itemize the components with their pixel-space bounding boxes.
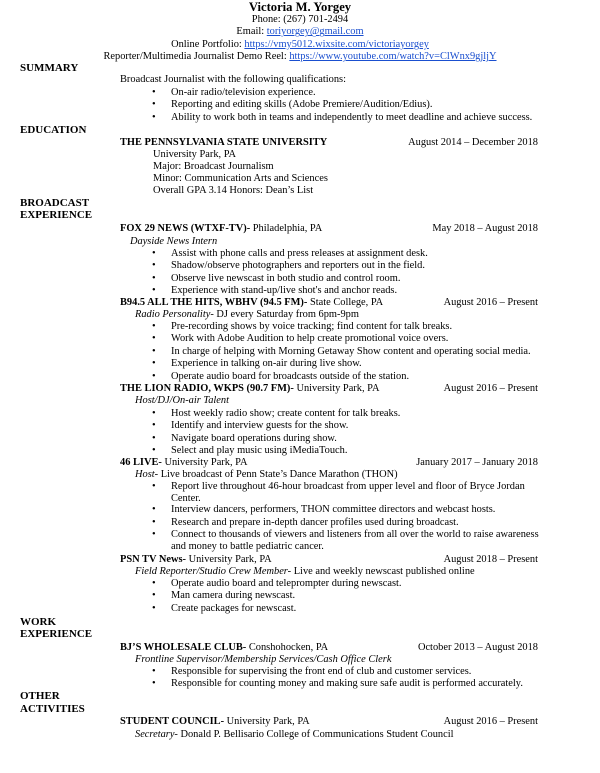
job-role: Host/DJ/On-air Talent bbox=[135, 395, 230, 406]
job-dates: August 2016 – Present bbox=[443, 716, 538, 727]
list-item: • Connect to thousands of viewers and listeners from all over the world to raise awareness and money to battle pediatric cancer. bbox=[0, 529, 600, 552]
job-role: Field Reporter/Studio Crew Member- bbox=[135, 566, 292, 577]
job-role-detail: DJ every Saturday from 6pm-9pm bbox=[213, 309, 359, 320]
email-label: Email: bbox=[236, 26, 267, 38]
job-role-row bbox=[0, 654, 600, 667]
education-major: Major: Broadcast Journalism bbox=[153, 161, 274, 172]
portfolio-label: Online Portfolio: bbox=[171, 38, 245, 50]
job-location: State College, PA bbox=[307, 297, 384, 308]
job-dates: August 2018 – Present bbox=[443, 554, 538, 565]
work-heading-line2: EXPERIENCE bbox=[20, 628, 93, 640]
email-link[interactable]: toriyorgey@gmail.com bbox=[266, 26, 364, 38]
broadcast-heading-line1: BROADCAST bbox=[20, 197, 90, 209]
job-role-group bbox=[135, 729, 454, 742]
list-item: • Experience in talking on-air during live show. bbox=[0, 358, 600, 370]
job-duties bbox=[0, 408, 600, 458]
job-title-group bbox=[120, 223, 322, 236]
reel-label: Reporter/Multimedia Journalist Demo Reel: bbox=[103, 51, 290, 63]
job-dates: October 2013 – August 2018 bbox=[417, 642, 538, 653]
list-item: • Responsible for counting money and making sure safe audit is performed accurately. bbox=[0, 678, 600, 690]
job-role-row bbox=[0, 729, 600, 742]
job-role-group bbox=[135, 469, 398, 482]
education-school-row bbox=[0, 137, 600, 150]
education-heading: EDUCATION bbox=[20, 124, 87, 136]
list-item: • Operate audio board and teleprompter during newscast. bbox=[0, 578, 600, 590]
list-item: • Observe live newscast in both studio and control room. bbox=[0, 273, 600, 285]
school-name: THE PENNSYLVANIA STATE UNIVERSITY bbox=[120, 137, 328, 148]
job-role-row bbox=[0, 236, 600, 249]
job-org: BJ’S WHOLESALE CLUB- bbox=[120, 642, 247, 653]
job-role-detail: Live broadcast of Penn State’s Dance Marathon (THON) bbox=[158, 469, 398, 480]
job-duties bbox=[0, 248, 600, 298]
job-title-group bbox=[120, 457, 248, 470]
job-title-group bbox=[120, 716, 310, 729]
job-header bbox=[0, 297, 600, 310]
job-role: Frontline Supervisor/Membership Services/Cash Office Clerk bbox=[135, 654, 392, 665]
list-item: • Pre-recording shows by voice tracking; find content for talk breaks. bbox=[0, 321, 600, 333]
job-role: Dayside News Intern bbox=[130, 236, 218, 247]
job-role-detail: Donald P. Bellisario College of Communications Student Council bbox=[177, 729, 454, 740]
list-item: • Create packages for newscast. bbox=[0, 603, 600, 615]
broadcast-heading-line2: EXPERIENCE bbox=[20, 209, 93, 221]
job-title-group bbox=[120, 297, 383, 310]
job-org: B94.5 ALL THE HITS, WBHV (94.5 FM)- bbox=[120, 297, 308, 308]
job-title-group bbox=[120, 554, 272, 567]
job-org: STUDENT COUNCIL- bbox=[120, 716, 225, 727]
job-org: FOX 29 NEWS (WTXF-TV)- bbox=[120, 223, 251, 234]
email-line bbox=[0, 26, 600, 38]
job-header bbox=[0, 383, 600, 396]
list-item: • Man camera during newscast. bbox=[0, 590, 600, 602]
job-dates: August 2016 – Present bbox=[443, 383, 538, 394]
other-heading-line1: OTHER bbox=[20, 690, 60, 702]
education-location: University Park, PA bbox=[153, 149, 237, 160]
education-line-row bbox=[0, 185, 600, 198]
job-duties bbox=[0, 578, 600, 615]
job-duties bbox=[0, 666, 600, 691]
list-item: • Operate audio board for broadcasts outside of the station. bbox=[0, 371, 600, 383]
job-location: University Park, PA bbox=[224, 716, 310, 727]
job-dates: August 2016 – Present bbox=[443, 297, 538, 308]
job-role-group bbox=[135, 654, 391, 667]
list-item: • Assist with phone calls and press releases at assignment desk. bbox=[0, 248, 600, 260]
education-dates: August 2014 – December 2018 bbox=[408, 137, 538, 148]
job-dates: May 2018 – August 2018 bbox=[432, 223, 538, 234]
job-role-group bbox=[135, 566, 475, 579]
list-item: • Identify and interview guests for the show. bbox=[0, 420, 600, 432]
job-role: Host- bbox=[135, 469, 159, 480]
summary-list bbox=[0, 87, 600, 124]
job-role-row bbox=[0, 309, 600, 322]
education-gpa: Overall GPA 3.14 Honors: Dean’s List bbox=[153, 185, 314, 196]
job-role-detail: Live and weekly newscast published online bbox=[291, 566, 475, 577]
job-org: THE LION RADIO, WKPS (90.7 FM)- bbox=[120, 383, 294, 394]
job-role-group bbox=[135, 309, 359, 322]
education-line-row bbox=[0, 149, 600, 162]
education-line-row bbox=[0, 173, 600, 186]
job-title-group bbox=[120, 383, 380, 396]
job-header bbox=[0, 554, 600, 567]
job-org: 46 LIVE- bbox=[120, 457, 162, 468]
portfolio-link[interactable]: https://vmy5012.wixsite.com/victoriayorgey bbox=[244, 38, 429, 50]
job-dates: January 2017 – January 2018 bbox=[416, 457, 538, 468]
job-duties bbox=[0, 481, 600, 552]
list-item: • Report live throughout 46-hour broadcast from upper level and floor of Bryce Jordan Center. bbox=[0, 481, 600, 504]
job-role: Secretary- bbox=[135, 729, 178, 740]
list-item: • Host weekly radio show; create content for talk breaks. bbox=[0, 408, 600, 420]
list-item: • Interview dancers, performers, THON committee directors and webcast hosts. bbox=[0, 504, 600, 516]
job-role-row bbox=[0, 469, 600, 482]
list-item: • Ability to work both in teams and independently to meet deadline and achieve success. bbox=[0, 112, 600, 124]
job-location: University Park, PA bbox=[293, 383, 380, 394]
job-header bbox=[0, 642, 600, 655]
job-duties bbox=[0, 321, 600, 383]
job-location: Philadelphia, PA bbox=[250, 223, 323, 234]
job-header bbox=[0, 223, 600, 236]
summary-heading: SUMMARY bbox=[20, 62, 79, 74]
portfolio-line bbox=[0, 39, 600, 51]
list-item: • Responsible for supervising the front end of club and customer services. bbox=[0, 666, 600, 678]
job-title-group bbox=[120, 642, 328, 655]
other-heading-line2: ACTIVITIES bbox=[20, 703, 85, 715]
list-item: • Shadow/observe photographers and reporters out in the field. bbox=[0, 260, 600, 272]
list-item: • In charge of helping with Morning Getaway Show content and operating social media. bbox=[0, 346, 600, 358]
reel-line bbox=[0, 51, 600, 63]
list-item: • Research and prepare in-depth dancer profiles used during broadcast. bbox=[0, 517, 600, 529]
job-location: University Park, PA bbox=[186, 554, 272, 565]
summary-intro: Broadcast Journalist with the following qualifications: bbox=[120, 74, 346, 85]
job-role: Radio Personality- bbox=[135, 309, 214, 320]
list-item: • On-air radio/television experience. bbox=[0, 87, 600, 99]
list-item: • Experience with stand-up/live shot's and anchor reads. bbox=[0, 285, 600, 297]
work-heading-line1: WORK bbox=[20, 616, 57, 628]
resume-header bbox=[0, 0, 600, 64]
list-item: • Work with Adobe Audition to help create promotional voice overs. bbox=[0, 333, 600, 345]
job-location: University Park, PA bbox=[161, 457, 248, 468]
job-location: Conshohocken, PA bbox=[246, 642, 329, 653]
summary-intro-row bbox=[0, 74, 600, 87]
education-line-row bbox=[0, 161, 600, 174]
job-header bbox=[0, 716, 600, 729]
job-role-row bbox=[0, 395, 600, 408]
job-org: PSN TV News- bbox=[120, 554, 187, 565]
education-minor: Minor: Communication Arts and Sciences bbox=[153, 173, 328, 184]
reel-link[interactable]: https://www.youtube.com/watch?v=ClWnx9gjljY bbox=[289, 51, 497, 63]
candidate-name: Victoria M. Yorgey bbox=[248, 0, 352, 14]
job-role-group bbox=[130, 236, 217, 249]
list-item: • Reporting and editing skills (Adobe Premiere/Audition/Edius). bbox=[0, 99, 600, 111]
phone-line: Phone: (267) 701-2494 bbox=[251, 14, 349, 25]
job-header bbox=[0, 457, 600, 470]
list-item: • Select and play music using iMediaTouch. bbox=[0, 445, 600, 457]
job-role-group bbox=[135, 395, 229, 408]
list-item: • Navigate board operations during show. bbox=[0, 433, 600, 445]
job-role-row bbox=[0, 566, 600, 579]
